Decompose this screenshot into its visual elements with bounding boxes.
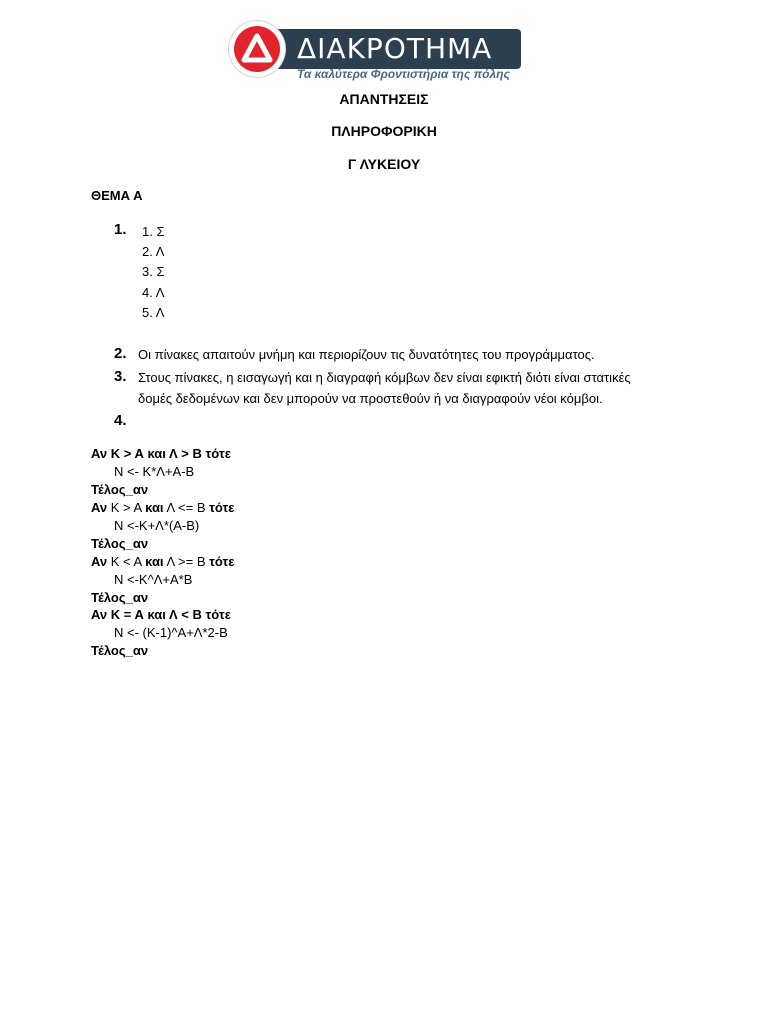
delta-icon (238, 30, 276, 68)
q4-number: 4. (114, 412, 127, 429)
code-body-4: Ν <- (Κ-1)^Α+Λ*2-Β (114, 625, 228, 640)
list-item: 2. Λ (142, 244, 165, 259)
code-end-4: Τέλος_αν (91, 643, 149, 658)
list-item: 4. Λ (142, 285, 165, 300)
code-end-3: Τέλος_αν (91, 590, 149, 605)
list-item: 3. Σ (142, 264, 165, 279)
logo-name: ΔΙΑΚΡΟΤΗΜΑ (297, 32, 493, 65)
logo-tagline: Τα καλύτερα Φροντιστήρια της πόλης (297, 67, 510, 81)
title-subject: ΠΛΗΡΟΦΟΡΙΚΗ (331, 123, 437, 139)
title-answers: ΑΠΑΝΤΗΣΕΙΣ (339, 91, 429, 107)
q1-number: 1. (114, 221, 127, 238)
code-body-1: Ν <- Κ*Λ+Α-Β (114, 464, 195, 479)
code-end-2: Τέλος_αν (91, 536, 149, 551)
logo (229, 21, 521, 83)
code-if-3: Αν Κ < Α και Λ >= Β τότε (91, 554, 235, 569)
title-grade: Γ ΛΥΚΕΙΟΥ (347, 156, 421, 172)
code-if-1: Αν Κ > Α και Λ > Β τότε (91, 446, 231, 461)
q3-answer-line1: Στους πίνακες, η εισαγωγή και η διαγραφή κόμβων δεν είναι εφικτή διότι είναι στατικές (138, 370, 631, 385)
code-if-2: Αν Κ > Α και Λ <= Β τότε (91, 500, 235, 515)
list-item: 5. Λ (142, 305, 165, 320)
q2-answer: Οι πίνακες απαιτούν μνήμη και περιορίζουν τις δυνατότητες του προγράμματος. (138, 347, 595, 362)
q2-number: 2. (114, 345, 127, 362)
list-item: 1. Σ (142, 224, 165, 239)
code-end-1: Τέλος_αν (91, 482, 149, 497)
section-heading: ΘΕΜΑ Α (91, 188, 143, 203)
q3-answer-line2: δομές δεδομένων και δεν μπορούν να προστεθούν ή να διαγραφούν νέοι κόμβοι. (138, 391, 603, 406)
code-body-2: Ν <-Κ+Λ*(Α-Β) (114, 518, 200, 533)
logo-badge (229, 21, 285, 77)
code-if-4: Αν Κ = Α και Λ < Β τότε (91, 607, 231, 622)
code-body-3: Ν <-Κ^Λ+Α*Β (114, 572, 193, 587)
q3-number: 3. (114, 368, 127, 385)
